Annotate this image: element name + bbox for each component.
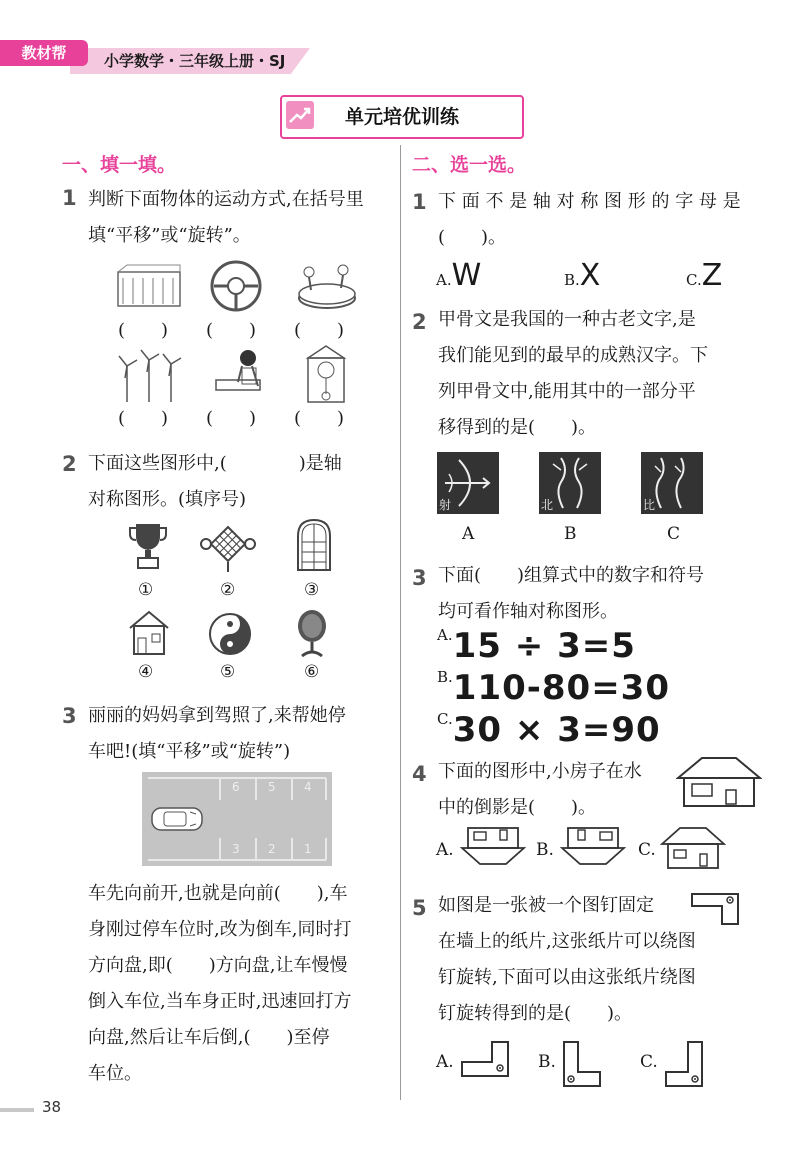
question-text: 在墙上的纸片,这张纸片可以绕图	[438, 931, 696, 952]
unit-title: 单元培优训练	[344, 106, 459, 128]
answer-blank[interactable]: ( )	[206, 320, 257, 341]
slot-number: 5	[268, 780, 276, 794]
question-text: 下面的图形中,小房子在水	[438, 761, 642, 782]
slot-number: 4	[304, 780, 312, 794]
brand-badge: 教材帮	[0, 40, 88, 66]
house-icon	[128, 610, 170, 656]
expression: 110-80=30	[452, 668, 670, 708]
question-text: ( )。	[438, 227, 507, 248]
letter-w: W	[451, 258, 482, 293]
paragraph-line: 车先向前开,也就是向前( ),车	[88, 883, 348, 904]
option-label: A	[462, 524, 475, 544]
question-text: 下面( )组算式中的数字和符号	[438, 565, 705, 586]
option-label: C	[667, 524, 681, 544]
figure-label: ②	[220, 580, 236, 600]
rotated-paper-b-icon	[562, 1040, 602, 1088]
question-text: 对称图形。(填序号)	[88, 489, 247, 510]
option-a[interactable]: A.15 ÷ 3=5	[437, 626, 636, 666]
figure-label: ⑥	[304, 662, 320, 682]
paragraph-line: 身刚过停车位时,改为倒车,同时打	[88, 919, 352, 940]
option-b[interactable]: B.110-80=30	[437, 668, 670, 708]
paragraph-line: 向盘,然后让车后倒,( )至停	[88, 1027, 330, 1048]
question-text: 甲骨文是我国的一种古老文字,是	[438, 309, 696, 330]
oracle-char-b[interactable]	[539, 452, 601, 514]
expression: 30 × 3=90	[452, 710, 661, 750]
char-caption: 北	[541, 498, 554, 512]
expression: 15 ÷ 3=5	[452, 626, 636, 666]
oracle-char-a[interactable]	[437, 452, 499, 514]
question-number: 3	[412, 566, 427, 590]
slot-number: 2	[268, 842, 276, 856]
car-icon	[150, 804, 204, 834]
answer-blank[interactable]: ( )	[206, 408, 257, 429]
yin-yang-icon	[208, 612, 252, 656]
parking-lot	[142, 772, 332, 866]
slot-number: 3	[232, 842, 240, 856]
question-text: 钉旋转,下面可以由这张纸片绕图	[438, 967, 696, 988]
letter-x: X	[579, 258, 601, 293]
question-text: 下面这些图形中,( )是轴	[88, 453, 342, 474]
question-text: 均可看作轴对称图形。	[438, 601, 618, 622]
question-text: 我们能见到的最早的成熟汉字。下	[438, 345, 708, 366]
section-choose-title: 二、选一选。	[412, 154, 527, 176]
answer-blank[interactable]: ( )	[294, 408, 345, 429]
figure-label: ⑤	[220, 662, 236, 682]
paragraph-line: 车位。	[88, 1063, 142, 1084]
slot-number: 6	[232, 780, 240, 794]
question-number: 2	[412, 310, 427, 334]
page-number: 38	[42, 1098, 62, 1116]
windmill-icon	[115, 346, 185, 404]
char-caption: 比	[643, 498, 656, 512]
question-number: 3	[62, 704, 77, 728]
trophy-icon	[128, 522, 168, 570]
question-number: 2	[62, 452, 77, 476]
answer-blank[interactable]: ( )	[118, 408, 169, 429]
figure-label: ③	[304, 580, 320, 600]
question-text: 移得到的是( )。	[438, 417, 597, 438]
unit-title-box	[280, 95, 524, 139]
merry-go-round-icon	[295, 260, 359, 314]
escalator-icon	[115, 262, 185, 314]
slot-number: 1	[304, 842, 312, 856]
char-caption: 射	[439, 498, 452, 512]
question-text: 列甲骨文中,能用其中的一部分平	[438, 381, 696, 402]
figure-label: ①	[138, 580, 154, 600]
question-number: 5	[412, 896, 427, 920]
option-b[interactable]: B.X	[564, 258, 601, 293]
section-fill-title: 一、填一填。	[62, 154, 177, 176]
question-text: 判断下面物体的运动方式,在括号里	[88, 189, 364, 210]
oracle-char-c[interactable]	[641, 452, 703, 514]
reflection-b-icon	[560, 826, 626, 866]
rotated-paper-a-icon	[460, 1040, 512, 1078]
book-subtitle: 小学数学・三年级上册・SJ	[104, 52, 286, 70]
window-icon	[296, 518, 332, 572]
chinese-knot-icon	[200, 520, 256, 572]
pinned-paper-figure	[690, 892, 740, 926]
reflection-a-icon	[460, 826, 526, 866]
paragraph-line: 倒入车位,当车身正时,迅速回打方	[88, 991, 352, 1012]
pendulum-clock-icon	[302, 344, 350, 404]
option-c[interactable]: C.Z	[686, 258, 723, 293]
letter-z: Z	[701, 258, 723, 293]
answer-blank[interactable]: ( )	[294, 320, 345, 341]
question-text: 丽丽的妈妈拿到驾照了,来帮她停	[88, 705, 346, 726]
steering-wheel-icon	[208, 258, 264, 314]
question-number: 1	[412, 190, 427, 214]
answer-blank[interactable]: ( )	[118, 320, 169, 341]
question-text: 车吧!(填“平移”或“旋转”)	[88, 741, 291, 762]
question-text: 下 面 不 是 轴 对 称 图 形 的 字 母 是	[438, 191, 741, 212]
drawer-boy-icon	[212, 346, 272, 402]
question-text: 如图是一张被一个图钉固定	[438, 895, 654, 916]
question-number: 1	[62, 186, 77, 210]
rotated-paper-c-icon	[664, 1040, 704, 1088]
column-divider	[400, 145, 401, 1100]
option-a[interactable]: A.W	[436, 258, 482, 293]
question-text: 中的倒影是( )。	[438, 797, 597, 818]
paragraph-line: 方向盘,即( )方向盘,让车慢慢	[88, 955, 348, 976]
question-number: 4	[412, 762, 427, 786]
reflection-c-icon	[660, 826, 726, 870]
option-c[interactable]: C.30 × 3=90	[437, 710, 661, 750]
question-text: 钉旋转得到的是( )。	[438, 1003, 633, 1024]
house-figure	[676, 756, 762, 808]
page-marker	[0, 1108, 34, 1112]
mirror-icon	[294, 608, 330, 658]
option-label: B	[564, 524, 577, 544]
question-text: 填“平移”或“旋转”。	[88, 225, 251, 246]
figure-label: ④	[138, 662, 154, 682]
